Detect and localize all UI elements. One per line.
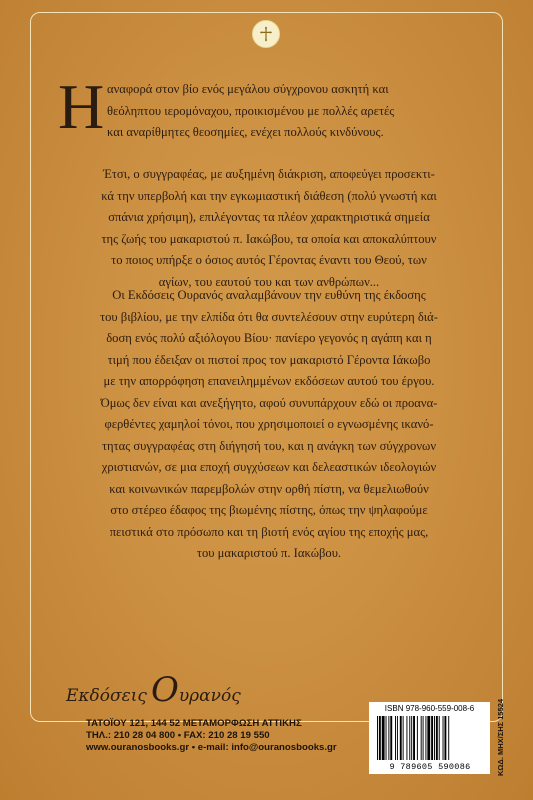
text-line: με την απορρόφηση επανειλημμένων εκδόσεων αυτού του έργου. bbox=[103, 374, 435, 388]
barcode-bar bbox=[439, 716, 440, 760]
publisher-contact bbox=[86, 718, 337, 754]
text-line: του μακαριστού π. Ιακώβου. bbox=[196, 546, 342, 560]
text-line: στο στέρεο έδαφος της βιωμένης πίστης, όπως την ψηλαφούμε bbox=[110, 503, 428, 517]
barcode-bar bbox=[427, 716, 430, 760]
barcode-bar bbox=[434, 716, 435, 760]
text-line: και κοινωνικών παρεμβολών στην ορθή πίστη, να θεμελιωθούν bbox=[109, 481, 429, 496]
barcode-bar bbox=[409, 716, 410, 760]
barcode-bar bbox=[386, 716, 387, 760]
barcode-bar bbox=[397, 716, 398, 760]
barcode-bars bbox=[377, 716, 483, 760]
barcode-bar bbox=[411, 716, 412, 760]
publisher-paragraph bbox=[64, 285, 474, 565]
barcode-bar bbox=[431, 716, 433, 760]
text-line: του βιβλίου, με την ελπίδα ότι θα συντελέσουν στην ευρύτερη διά- bbox=[100, 309, 438, 324]
text-line: τητας συγγραφέας στη διήγησή του, και η ανάγκη των σύγχρονων bbox=[101, 438, 437, 453]
barcode-bar bbox=[417, 716, 418, 760]
author-paragraph bbox=[64, 164, 474, 293]
barcode-bar bbox=[377, 716, 378, 760]
text-line: Όμως δεν είναι και ανεξήγητο, αφού συνυπάρχουν εδώ οι προανα- bbox=[100, 395, 438, 410]
text-line: αναφορά στον βίο ενός μεγάλου σύγχρονου ασκητή και bbox=[107, 82, 389, 96]
intro-paragraph bbox=[58, 71, 474, 144]
text-line: της ζωής του μακαριστού π. Ιακώβου, τα οποία και αποκαλύπτουν bbox=[101, 231, 437, 246]
isbn-label: ISBN 978-960-559-008-6 bbox=[384, 704, 475, 713]
text-line: αγίων, του εαυτού του και των ανθρώπων... bbox=[158, 274, 380, 289]
barcode-bar bbox=[382, 716, 385, 760]
publisher-logo bbox=[66, 670, 241, 710]
text-line: χριστιανών, σε μια εποχή συγχύσεων και δελεαστικών ιδεολογιών bbox=[101, 460, 437, 474]
address-line: ΤΑΤΟΪΟΥ 121, 144 52 ΜΕΤΑΜΟΡΦΩΣΗ ΑΤΤΙΚΗΣ bbox=[86, 718, 302, 729]
logo-word-ouranos: υρανός bbox=[178, 686, 241, 706]
barcode-bar bbox=[390, 716, 392, 760]
web-line: www.ouranosbooks.gr • e-mail: info@ouranosbooks.gr bbox=[86, 742, 337, 753]
text-line: Έτσι, ο συγγραφέας, με αυξημένη διάκριση, αποφεύγει προσεκτι- bbox=[103, 167, 435, 181]
barcode-bar bbox=[395, 716, 396, 760]
barcode-bar bbox=[444, 716, 446, 760]
text-line: τιμή που έδειξαν οι πιστοί προς τον μακαριστό Γέροντα Ιάκωβο bbox=[107, 352, 431, 367]
barcode-bar bbox=[443, 716, 444, 760]
logo-initial: Ο bbox=[150, 670, 179, 710]
barcode-bar bbox=[388, 716, 389, 760]
barcode-bar bbox=[436, 716, 438, 760]
ean-digits: 9 789605 590086 bbox=[389, 762, 471, 772]
barcode-bar bbox=[413, 716, 415, 760]
text-line: και αναρίθμητες θεοσημίες, ενέχει πολλούς κινδύνους. bbox=[107, 125, 384, 139]
phone-line: ΤΗΛ.: 210 28 04 800 • FAX: 210 28 19 550 bbox=[86, 730, 270, 741]
text-line: το ποιος υπήρξε ο όσιος αυτός Γέροντας έναντι του Θεού, των bbox=[111, 253, 427, 267]
barcode-bar bbox=[421, 716, 422, 760]
text-line: κά την υπερβολή και την εγκωμιαστική διάθεση (πολύ γνωστή και bbox=[101, 188, 437, 203]
barcode-bar bbox=[403, 716, 404, 760]
barcode-bar bbox=[379, 716, 381, 760]
text-line: φερθέντες χαμηλοί τόνοι, που χρησιμοποιεί ο εγνωσμένης ικανό- bbox=[104, 417, 434, 431]
barcode-bar bbox=[400, 716, 402, 760]
text-line: σπάνια χρήσιμη), επιλέγοντας τα πλέον χαρακτηριστικά σημεία bbox=[108, 210, 430, 224]
machine-code: ΚΩΔ. ΜΗΧ/ΣΗΣ 15524 bbox=[496, 698, 505, 776]
barcode-bar bbox=[448, 716, 449, 760]
isbn-barcode bbox=[369, 702, 490, 774]
text-line: πειστικά στο πρόσωπο και τη βιοτή ενός αγίου της εποχής μας, bbox=[109, 524, 429, 539]
cross-icon bbox=[252, 20, 280, 48]
barcode-bar bbox=[423, 716, 424, 760]
barcode-bar bbox=[406, 716, 407, 760]
barcode-bar bbox=[425, 716, 426, 760]
drop-cap: Η bbox=[58, 71, 105, 142]
text-line: θεόληπτου ιερομόναχου, προικισμένου με πολλές αρετές bbox=[107, 103, 395, 118]
logo-word-ekdoseis: Εκδόσεις bbox=[66, 686, 147, 706]
text-line: δοση ενός πολύ αξιόλογου Βίου· πανίερο γεγονός η αγάπη και η bbox=[106, 331, 432, 345]
text-line: Οι Εκδόσεις Ουρανός αναλαμβάνουν την ευθύνη της έκδοσης bbox=[112, 288, 426, 302]
